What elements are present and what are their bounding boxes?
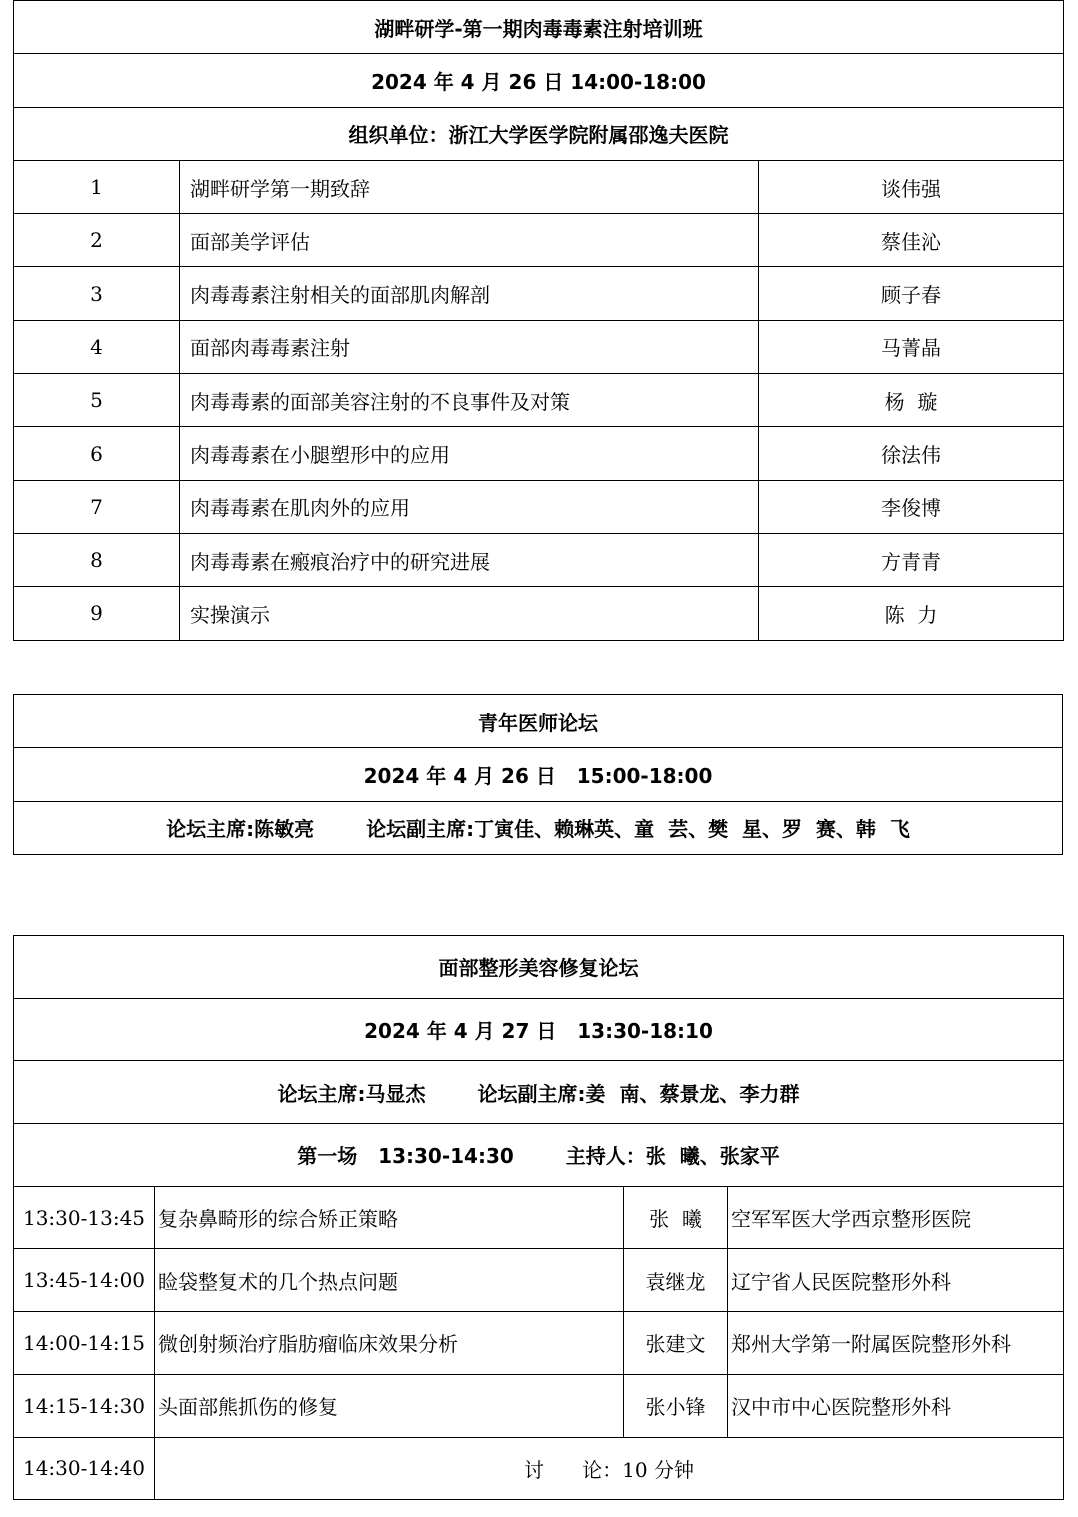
facial-forum-table	[13, 935, 1064, 1500]
row-number: 3	[14, 267, 180, 320]
talk-speaker: 袁继龙	[624, 1249, 728, 1312]
facial-forum-datetime: 2024 年 4 月 27 日 13:30-18:10	[14, 998, 1064, 1061]
session-hosts: 主持人：张 曦、张家平	[565, 1144, 780, 1169]
talk-time: 14:15-14:30	[14, 1374, 155, 1437]
table-row	[14, 374, 1064, 427]
table-row	[14, 160, 1064, 213]
talk-affiliation: 空军军医大学西京整形医院	[728, 1186, 1064, 1249]
discussion-row	[14, 1437, 1064, 1500]
row-number: 4	[14, 320, 180, 373]
session-label: 第一场 13:30-14:30	[297, 1144, 514, 1169]
row-number: 2	[14, 214, 180, 267]
speaker: 徐法伟	[759, 427, 1064, 480]
speaker: 方青青	[759, 533, 1064, 586]
topic: 肉毒毒素在瘢痕治疗中的研究进展	[180, 533, 759, 586]
speaker: 蔡佳沁	[759, 214, 1064, 267]
topic: 湖畔研学第一期致辞	[180, 160, 759, 213]
table-row	[14, 1374, 1064, 1437]
row-number: 8	[14, 533, 180, 586]
talk-topic: 微创射频治疗脂肪瘤临床效果分析	[155, 1312, 624, 1375]
speaker: 顾子春	[759, 267, 1064, 320]
training-title-row	[14, 1, 1064, 54]
facial-forum-chairs-row	[14, 1061, 1064, 1124]
talk-speaker: 张建文	[624, 1312, 728, 1375]
table-row	[14, 480, 1064, 533]
topic: 肉毒毒素的面部美容注射的不良事件及对策	[180, 374, 759, 427]
facial-forum-title: 面部整形美容修复论坛	[14, 936, 1064, 999]
speaker: 杨 璇	[759, 374, 1064, 427]
talk-affiliation: 辽宁省人民医院整形外科	[728, 1249, 1064, 1312]
talk-speaker: 张小锋	[624, 1374, 728, 1437]
training-schedule-table	[13, 0, 1064, 641]
talk-topic: 睑袋整复术的几个热点问题	[155, 1249, 624, 1312]
facial-forum-datetime-row	[14, 998, 1064, 1061]
youth-forum-datetime: 2024 年 4 月 26 日 15:00-18:00	[14, 748, 1063, 801]
youth-forum-datetime-row	[14, 748, 1063, 801]
speaker: 李俊博	[759, 480, 1064, 533]
topic: 肉毒毒素在小腿塑形中的应用	[180, 427, 759, 480]
table-row	[14, 1186, 1064, 1249]
speaker: 谈伟强	[759, 160, 1064, 213]
topic: 肉毒毒素注射相关的面部肌肉解剖	[180, 267, 759, 320]
speaker: 马菁晶	[759, 320, 1064, 373]
row-number: 9	[14, 587, 180, 640]
table-row	[14, 1312, 1064, 1375]
facial-forum-vice-chairs: 论坛副主席:姜 南、蔡景龙、李力群	[477, 1081, 800, 1106]
youth-forum-chair: 论坛主席:陈敏亮	[166, 817, 315, 842]
table-row	[14, 533, 1064, 586]
row-number: 1	[14, 160, 180, 213]
youth-forum-chairs	[14, 801, 1063, 854]
youth-forum-title: 青年医师论坛	[14, 695, 1063, 748]
row-number: 5	[14, 374, 180, 427]
row-number: 7	[14, 480, 180, 533]
session-header-row	[14, 1124, 1064, 1187]
table-row	[14, 1249, 1064, 1312]
talk-time: 14:00-14:15	[14, 1312, 155, 1375]
youth-forum-vice-chairs: 论坛副主席:丁寅佳、赖琳英、童 芸、樊 星、罗 赛、韩 飞	[366, 817, 910, 842]
talk-affiliation: 汉中市中心医院整形外科	[728, 1374, 1064, 1437]
facial-forum-chairs	[14, 1061, 1064, 1124]
facial-forum-title-row	[14, 936, 1064, 999]
training-title: 湖畔研学-第一期肉毒毒素注射培训班	[14, 1, 1064, 54]
talk-topic: 头面部熊抓伤的修复	[155, 1374, 624, 1437]
session-header	[14, 1124, 1064, 1187]
row-number: 6	[14, 427, 180, 480]
talk-topic: 复杂鼻畸形的综合矫正策略	[155, 1186, 624, 1249]
topic: 面部美学评估	[180, 214, 759, 267]
topic: 肉毒毒素在肌肉外的应用	[180, 480, 759, 533]
topic: 面部肉毒毒素注射	[180, 320, 759, 373]
table-row	[14, 267, 1064, 320]
training-datetime-row	[14, 54, 1064, 107]
training-datetime: 2024 年 4 月 26 日 14:00-18:00	[14, 54, 1064, 107]
speaker: 陈 力	[759, 587, 1064, 640]
talk-time: 13:30-13:45	[14, 1186, 155, 1249]
discussion-label: 讨 论：10 分钟	[155, 1437, 1064, 1500]
table-row	[14, 587, 1064, 640]
training-organizer-row	[14, 107, 1064, 160]
talk-time: 13:45-14:00	[14, 1249, 155, 1312]
discussion-time: 14:30-14:40	[14, 1437, 155, 1500]
table-row	[14, 320, 1064, 373]
youth-forum-title-row	[14, 695, 1063, 748]
training-organizer: 组织单位：浙江大学医学院附属邵逸夫医院	[14, 107, 1064, 160]
table-row	[14, 427, 1064, 480]
youth-forum-chairs-row	[14, 801, 1063, 854]
talk-speaker: 张 曦	[624, 1186, 728, 1249]
talk-affiliation: 郑州大学第一附属医院整形外科	[728, 1312, 1064, 1375]
facial-forum-chair: 论坛主席:马显杰	[277, 1081, 426, 1106]
topic: 实操演示	[180, 587, 759, 640]
table-row	[14, 214, 1064, 267]
youth-forum-table	[13, 694, 1063, 855]
